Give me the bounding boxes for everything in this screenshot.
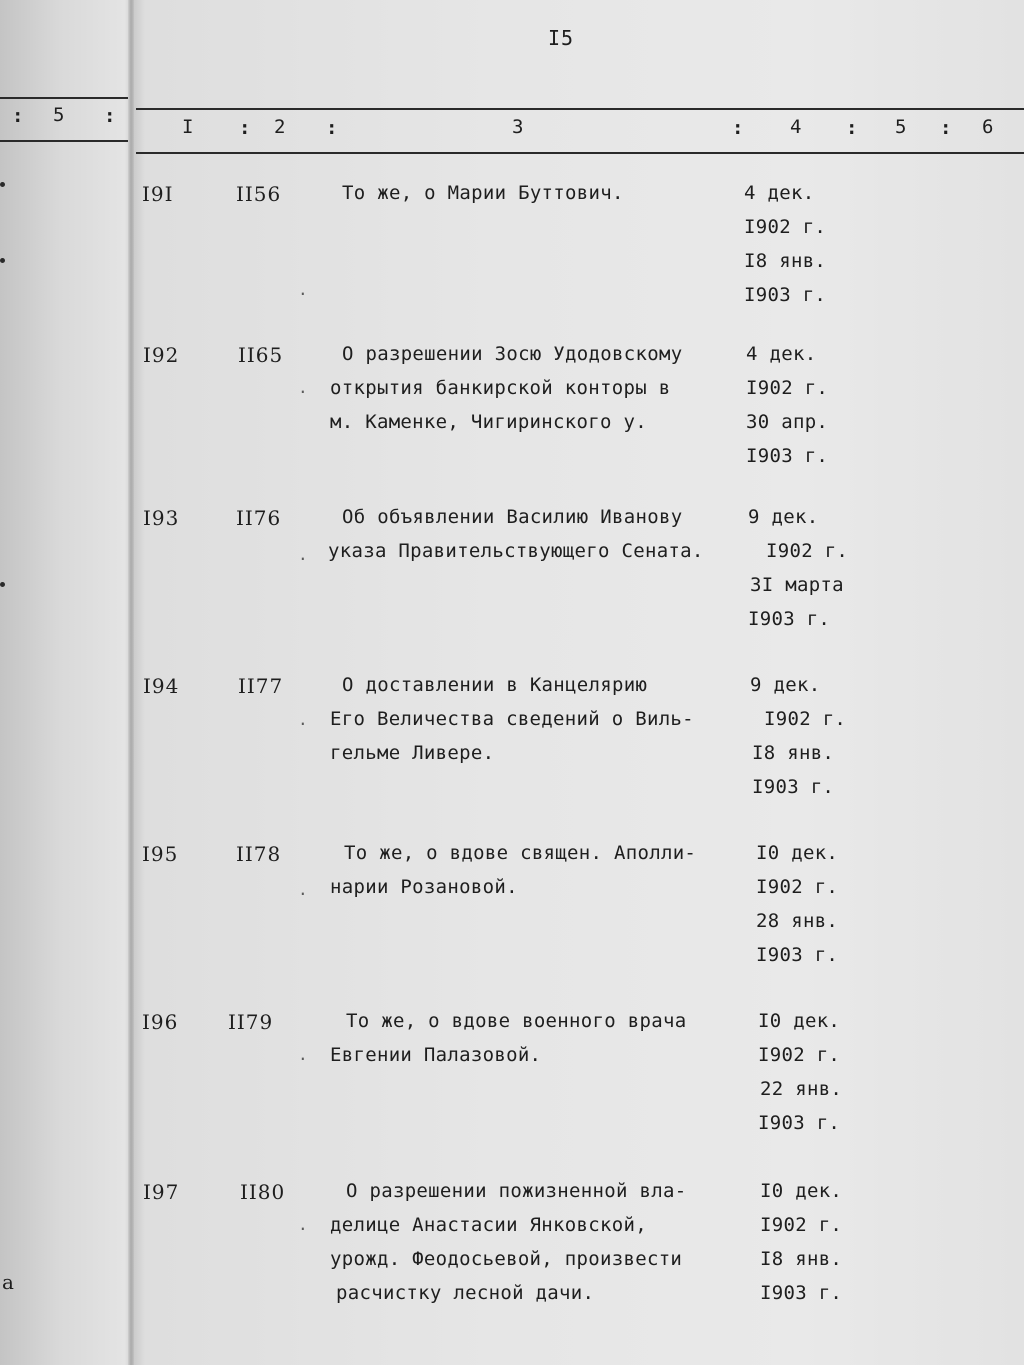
- entry-date-line: 4 дек.: [746, 343, 817, 365]
- entry-description-line: То же, о вдове военного врача: [346, 1010, 687, 1032]
- entry-date-line: I0 дек.: [758, 1010, 841, 1032]
- entry-number: I93: [143, 506, 180, 530]
- entry-description-line: То же, о Марии Буттович.: [342, 182, 624, 204]
- header-separator: :: [239, 117, 251, 139]
- header-col3: 3: [512, 116, 524, 138]
- entry-date-line: I903 г.: [746, 445, 829, 467]
- entry-date-line: I902 г.: [746, 377, 829, 399]
- entry-description-line: нарии Розановой.: [330, 876, 518, 898]
- entry-description-line: открытия банкирской конторы в: [330, 377, 671, 399]
- entry-date-line: 9 дек.: [748, 506, 819, 528]
- entry-description-line: гельме Ливере.: [330, 742, 495, 764]
- header-separator: :: [846, 117, 858, 139]
- entry-date-line: 30 апр.: [746, 411, 829, 433]
- header-separator: :: [940, 117, 952, 139]
- file-number: II78: [236, 842, 282, 866]
- entry-date-line: I902 г.: [758, 1044, 841, 1066]
- file-number: II80: [240, 1180, 286, 1204]
- entry-date-line: I903 г.: [756, 944, 839, 966]
- file-number: II65: [238, 343, 284, 367]
- entry-date-line: I902 г.: [764, 708, 847, 730]
- entry-date-line: I902 г.: [766, 540, 849, 562]
- margin-dot: .: [298, 1045, 308, 1064]
- entry-date-line: I0 дек.: [756, 842, 839, 864]
- entry-date-line: I903 г.: [744, 284, 827, 306]
- file-number: II79: [228, 1010, 274, 1034]
- file-number: II56: [236, 182, 282, 206]
- register-entry: [0, 842, 1024, 1002]
- register-entry: [0, 343, 1024, 503]
- margin-dot: .: [298, 1215, 308, 1234]
- header-top-rule-right: [136, 108, 1024, 110]
- entry-date-line: I903 г.: [760, 1282, 843, 1304]
- register-entry: [0, 506, 1024, 666]
- entry-number: I97: [143, 1180, 180, 1204]
- file-number: II77: [238, 674, 284, 698]
- margin-dot: .: [298, 710, 308, 729]
- entry-date-line: I902 г.: [744, 216, 827, 238]
- entry-date-line: 28 янв.: [756, 910, 839, 932]
- entry-date-line: 3I марта: [750, 574, 844, 596]
- margin-dot: .: [298, 378, 308, 397]
- entry-number: I96: [142, 1010, 179, 1034]
- entry-date-line: I8 янв.: [760, 1248, 843, 1270]
- entry-description-line: делице Анастасии Янковской,: [330, 1214, 647, 1236]
- entry-date-line: I902 г.: [760, 1214, 843, 1236]
- entry-date-line: 9 дек.: [750, 674, 821, 696]
- register-entry: [0, 1180, 1024, 1340]
- entry-date-line: I903 г.: [758, 1112, 841, 1134]
- header-bottom-rule-right: [136, 152, 1024, 154]
- entry-number: I94: [143, 674, 180, 698]
- entry-description-line: О разрешении Зосю Удодовскому: [342, 343, 683, 365]
- margin-dot: .: [298, 280, 308, 299]
- left-edge-letter: a: [2, 1270, 14, 1294]
- header-separator: :: [104, 105, 116, 127]
- entry-number: I9I: [142, 182, 174, 206]
- entry-description-line: О разрешении пожизненной вла-: [346, 1180, 687, 1202]
- entry-description-line: Евгении Палазовой.: [330, 1044, 542, 1066]
- entry-date-line: 4 дек.: [744, 182, 815, 204]
- entry-description-line: урожд. Феодосьевой, произвести: [330, 1248, 683, 1270]
- header-separator: :: [732, 117, 744, 139]
- entry-description-line: О доставлении в Канцелярию: [342, 674, 648, 696]
- entry-description-line: Об объявлении Василию Иванову: [342, 506, 683, 528]
- entry-description-line: Его Величества сведений о Виль-: [330, 708, 694, 730]
- entry-date-line: I8 янв.: [744, 250, 827, 272]
- entry-description-line: То же, о вдове священ. Аполли-: [344, 842, 697, 864]
- header-separator: :: [326, 117, 338, 139]
- entry-date-line: I0 дек.: [760, 1180, 843, 1202]
- left-header-col5: 5: [53, 104, 65, 126]
- entry-date-line: I903 г.: [752, 776, 835, 798]
- header-col4: 4: [790, 116, 802, 138]
- entry-description-line: расчистку лесной дачи.: [336, 1282, 595, 1304]
- entry-date-line: 22 янв.: [760, 1078, 843, 1100]
- entry-number: I95: [142, 842, 179, 866]
- header-separator: :: [12, 105, 24, 127]
- register-entry: [0, 1010, 1024, 1170]
- entry-date-line: I903 г.: [748, 608, 831, 630]
- entry-date-line: I902 г.: [756, 876, 839, 898]
- header-col2: 2: [274, 116, 286, 138]
- register-entry: [0, 674, 1024, 834]
- header-bottom-rule-left: [0, 140, 128, 142]
- entry-description-line: м. Каменке, Чигиринского у.: [330, 411, 647, 433]
- register-entry: [0, 182, 1024, 342]
- entry-date-line: I8 янв.: [752, 742, 835, 764]
- header-col6: 6: [982, 116, 994, 138]
- header-col5: 5: [895, 116, 907, 138]
- header-col1: I: [182, 116, 194, 138]
- page-number: I5: [548, 26, 575, 50]
- margin-dot: .: [298, 545, 308, 564]
- entry-description-line: указа Правительствующего Сената.: [328, 540, 704, 562]
- margin-dot: .: [298, 880, 308, 899]
- entry-number: I92: [143, 343, 180, 367]
- header-top-rule: [0, 97, 128, 99]
- file-number: II76: [236, 506, 282, 530]
